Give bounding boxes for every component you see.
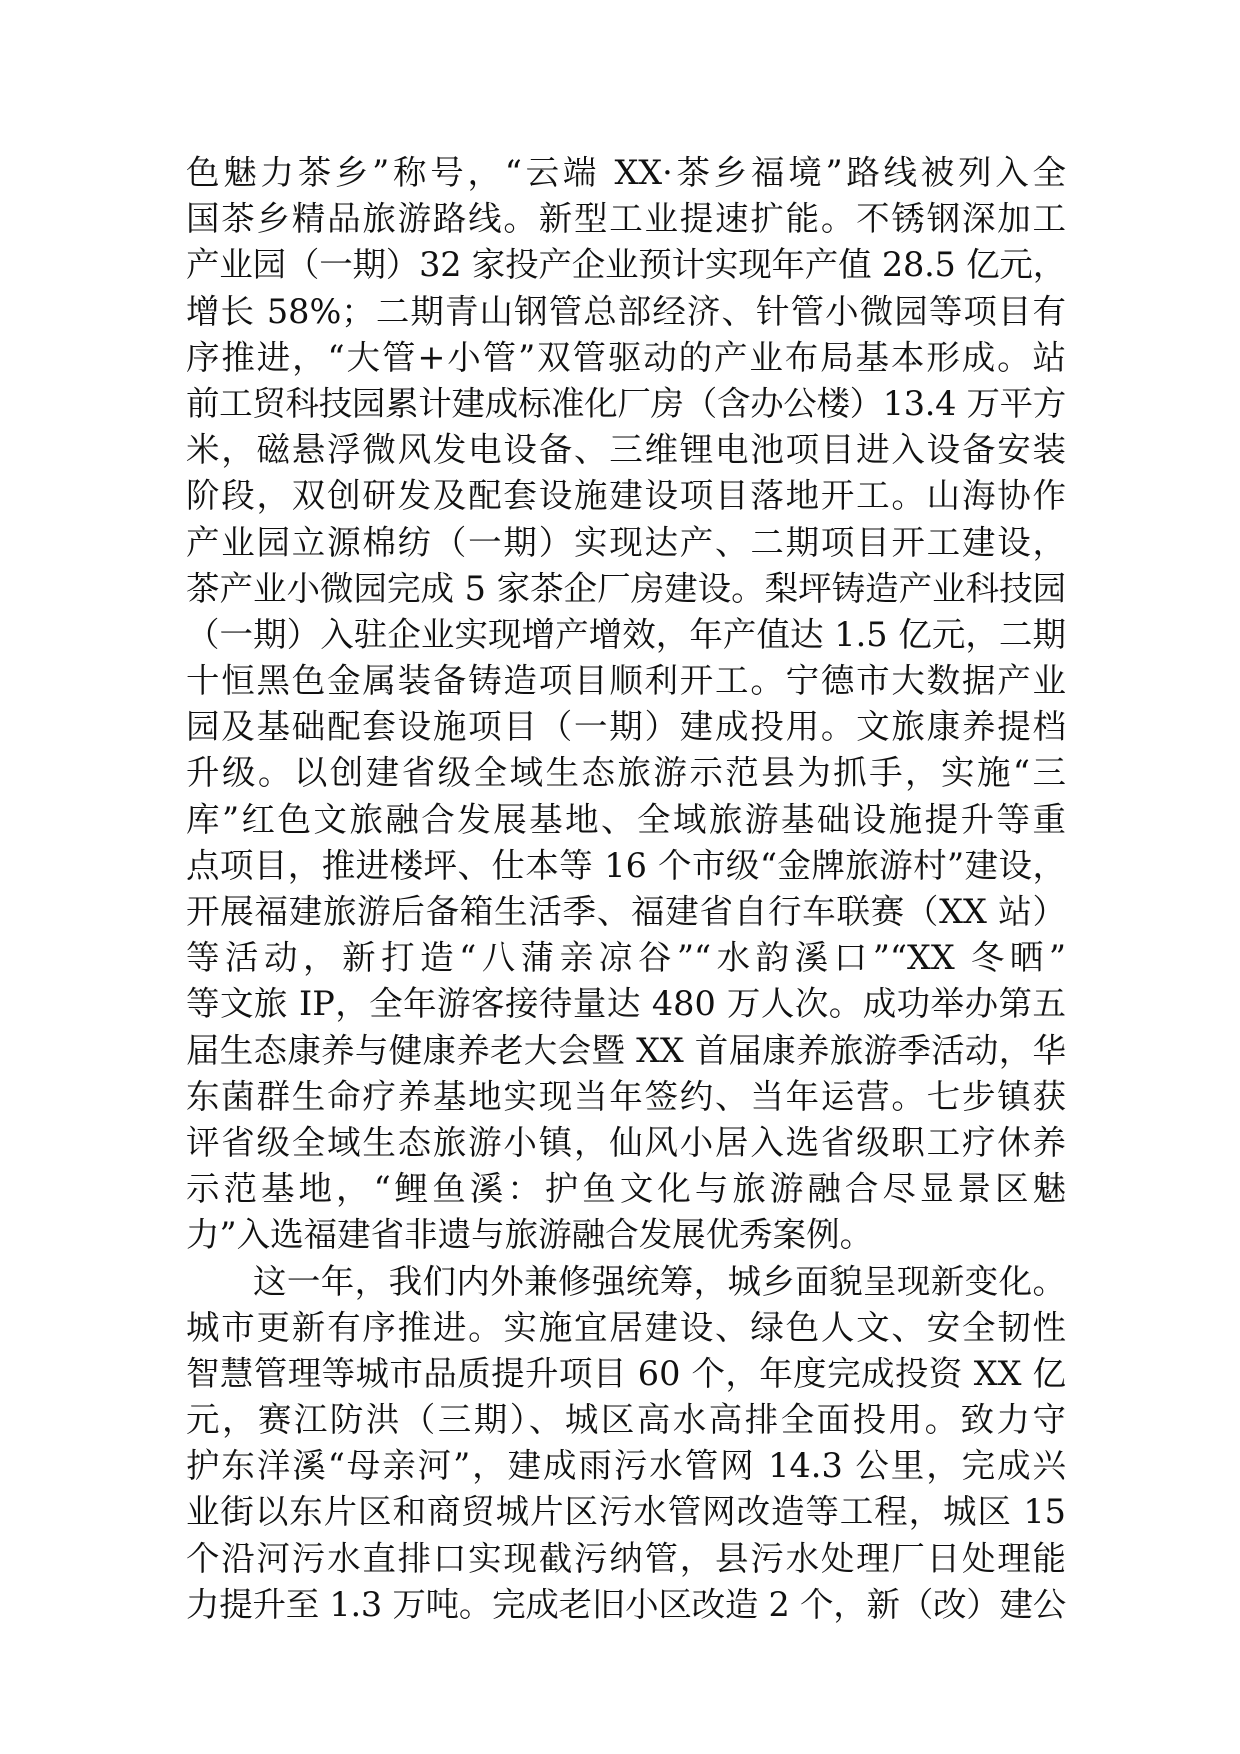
text-line: （一期）入驻企业实现增产增效，年产值达 1.5 亿元，二期 bbox=[186, 614, 1066, 654]
text-line: 前工贸科技园累计建成标准化厂房（含办公楼）13.4 万平方 bbox=[186, 383, 1066, 423]
paragraph-end-line: 力”入选福建省非遗与旅游融合发展优秀案例。 bbox=[186, 1215, 874, 1255]
text-line: 元，赛江防洪（三期）、城区高水高排全面投用。致力守 bbox=[186, 1400, 1066, 1440]
text-line: 库”红色文旅融合发展基地、全域旅游基础设施提升等重 bbox=[186, 799, 1066, 839]
text-line: 增长 58%；二期青山钢管总部经济、针管小微园等项目有 bbox=[186, 291, 1066, 331]
text-line: 城市更新有序推进。实施宜居建设、绿色人文、安全韧性 bbox=[186, 1307, 1066, 1347]
text-line: 等文旅 IP，全年游客接待量达 480 万人次。成功举办第五 bbox=[186, 984, 1066, 1024]
text-line: 产业园（一期）32 家投产企业预计实现年产值 28.5 亿元， bbox=[186, 245, 1066, 285]
text-line: 阶段，双创研发及配套设施建设项目落地开工。山海协作 bbox=[186, 476, 1066, 516]
text-line: 园及基础配套设施项目（一期）建成投用。文旅康养提档 bbox=[186, 707, 1066, 747]
text-line: 序推进，“大管+小管”双管驱动的产业布局基本形成。站 bbox=[186, 337, 1066, 377]
text-line: 米，磁悬浮微风发电设备、三维锂电池项目进入设备安装 bbox=[186, 430, 1066, 470]
body-text bbox=[186, 150, 1066, 1628]
text-line: 点项目，推进楼坪、仕本等 16 个市级“金牌旅游村”建设， bbox=[186, 845, 1066, 885]
text-line: 护东洋溪“母亲河”，建成雨污水管网 14.3 公里，完成兴 bbox=[186, 1446, 1066, 1486]
text-line: 等活动，新打造“八蒲亲凉谷”“水韵溪口”“XX 冬晒” bbox=[186, 938, 1066, 978]
text-line: 评省级全域生态旅游小镇，仙风小居入选省级职工疗休养 bbox=[186, 1122, 1066, 1162]
text-line: 示范基地，“鲤鱼溪：护鱼文化与旅游融合尽显景区魅 bbox=[186, 1169, 1066, 1209]
text-line: 业街以东片区和商贸城片区污水管网改造等工程，城区 15 bbox=[186, 1492, 1066, 1532]
text-line: 力提升至 1.3 万吨。完成老旧小区改造 2 个，新（改）建公 bbox=[186, 1584, 1066, 1624]
text-line: 智慧管理等城市品质提升项目 60 个，年度完成投资 XX 亿 bbox=[186, 1353, 1066, 1393]
text-line: 国茶乡精品旅游路线。新型工业提速扩能。不锈钢深加工 bbox=[186, 199, 1066, 239]
text-line: 产业园立源棉纺（一期）实现达产、二期项目开工建设， bbox=[186, 522, 1066, 562]
text-line: 届生态康养与健康养老大会暨 XX 首届康养旅游季活动，华 bbox=[186, 1030, 1066, 1070]
text-line: 开展福建旅游后备箱生活季、福建省自行车联赛（XX 站） bbox=[186, 892, 1066, 931]
text-line: 东菌群生命疗养基地实现当年签约、当年运营。七步镇获 bbox=[186, 1076, 1066, 1116]
text-line: 茶产业小微园完成 5 家茶企厂房建设。梨坪铸造产业科技园 bbox=[186, 568, 1067, 608]
text-line: 十恒黑色金属装备铸造项目顺利开工。宁德市大数据产业 bbox=[186, 661, 1066, 701]
text-line: 升级。以创建省级全域生态旅游示范县为抓手，实施“三 bbox=[186, 753, 1066, 793]
paragraph-start-line: 这一年，我们内外兼修强统筹，城乡面貌呈现新变化。 bbox=[253, 1261, 1066, 1301]
text-line: 个沿河污水直排口实现截污纳管，县污水处理厂日处理能 bbox=[186, 1538, 1066, 1578]
text-line: 色魅力茶乡”称号，“云端 XX·茶乡福境”路线被列入全 bbox=[186, 153, 1066, 192]
